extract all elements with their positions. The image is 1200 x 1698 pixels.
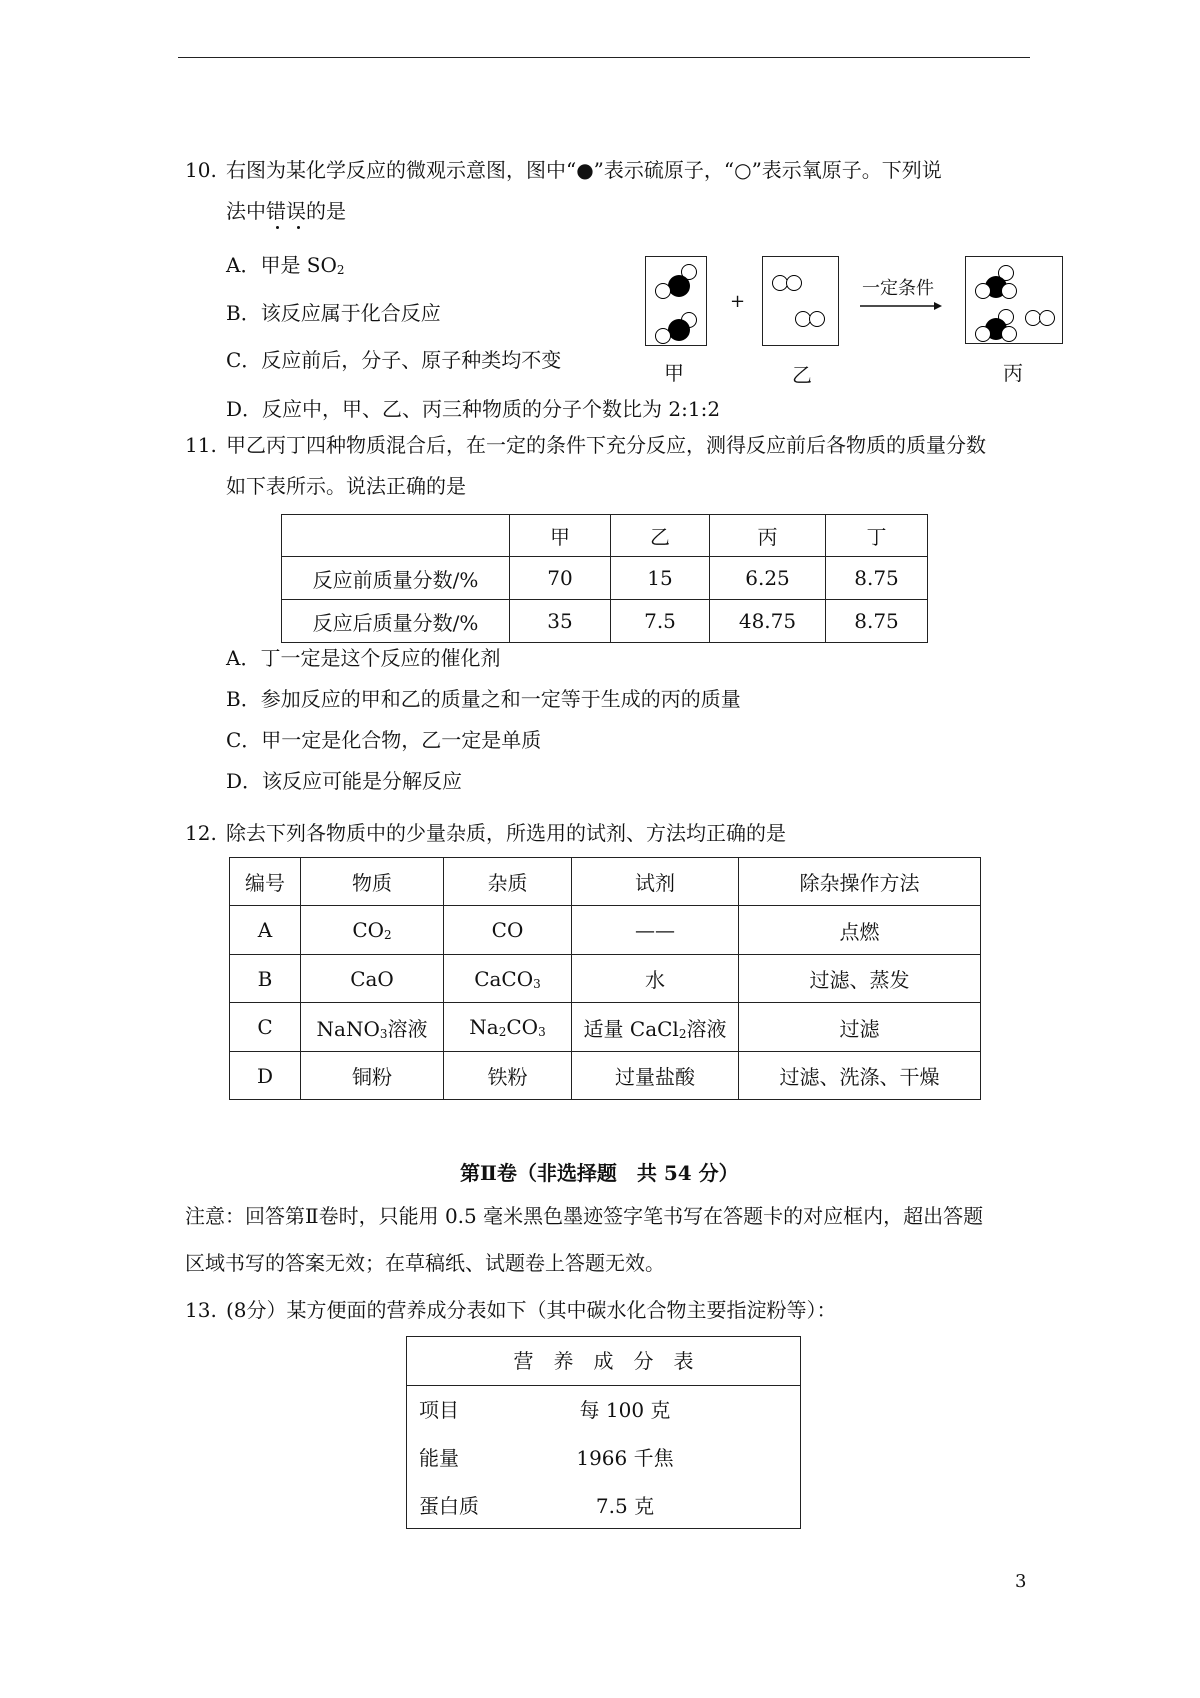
table-cell: $CO_2$: [301, 906, 444, 955]
table-cell: A: [230, 906, 301, 955]
q10-option-a: A．甲是 $SO_2$: [226, 253, 345, 277]
part2-note-line2: 区域书写的答案无效；在草稿纸、试题卷上答题无效。: [185, 1251, 665, 1275]
nutrition-label: 能量: [419, 1446, 459, 1470]
oxygen-atom: [1039, 310, 1055, 326]
nutrition-value: 1966 千焦: [576, 1446, 674, 1470]
label-jia: 甲: [664, 361, 684, 385]
nutrition-table-title-row: [407, 1337, 800, 1386]
table-header-cell: 丙: [710, 515, 826, 557]
table-cell: 反应后质量分数/%: [282, 600, 510, 643]
q11-mass-table: [281, 514, 928, 643]
table-cell: NaNO$_3$溶液: [301, 1003, 444, 1052]
part2-note-line1: 注意：回答第Ⅱ卷时，只能用 0.5 毫米黑色墨迹签字笔书写在答题卡的对应框内，超出答题: [185, 1204, 984, 1228]
table-header-cell: 编号: [230, 858, 301, 906]
table-cell: 8.75: [826, 600, 928, 643]
nutrition-label: 蛋白质: [419, 1494, 479, 1518]
sulfur-atom: [668, 319, 690, 341]
q10-option-d: D．反应中，甲、乙、丙三种物质的分子个数比为 2:1:2: [226, 397, 721, 421]
header-rule: [178, 57, 1030, 58]
q11-option-d: D．该反应可能是分解反应: [226, 769, 463, 793]
arrow-condition-label: 一定条件: [862, 278, 934, 299]
part2-title: 第Ⅱ卷（非选择题 共 54 分）: [460, 1161, 739, 1185]
table-cell: 点燃: [739, 906, 981, 955]
table-cell: CO: [444, 906, 572, 955]
q11-number: 11.: [185, 433, 217, 457]
table-header-cell: 甲: [510, 515, 611, 557]
q10-option-b: B．该反应属于化合反应: [226, 301, 441, 325]
emphasis-dot: [276, 226, 279, 229]
q12-number: 12.: [185, 821, 217, 845]
q11-option-b: B．参加反应的甲和乙的质量之和一定等于生成的丙的质量: [226, 687, 741, 711]
q12-stem: 除去下列各物质中的少量杂质，所选用的试剂、方法均正确的是: [226, 821, 786, 845]
table-cell: 48.75: [710, 600, 826, 643]
nutrition-table: [406, 1336, 801, 1529]
q11-option-a: A．丁一定是这个反应的催化剂: [226, 646, 501, 670]
table-cell: 水: [572, 955, 739, 1003]
table-cell: 6.25: [710, 557, 826, 600]
table-header-cell: 试剂: [572, 858, 739, 906]
table-cell: 铁粉: [444, 1052, 572, 1100]
table-cell: 铜粉: [301, 1052, 444, 1100]
table-cell: 适量 CaCl$_2$溶液: [572, 1003, 739, 1052]
q11-option-c: C．甲一定是化合物，乙一定是单质: [226, 728, 542, 752]
q10-stem-line1: 右图为某化学反应的微观示意图，图中“●”表示硫原子，“○”表示氧原子。下列说: [226, 158, 942, 182]
nutrition-value: 每 100 克: [579, 1398, 671, 1422]
q11-stem-line2: 如下表所示。说法正确的是: [226, 474, 466, 498]
table-cell: 7.5: [611, 600, 710, 643]
table-cell: D: [230, 1052, 301, 1100]
plus-sign: +: [730, 291, 746, 312]
table-cell: 过滤、蒸发: [739, 955, 981, 1003]
table-header-cell: 乙: [611, 515, 710, 557]
q13-stem: (8分）某方便面的营养成分表如下（其中碳水化合物主要指淀粉等）：: [226, 1298, 837, 1322]
nutrition-table-title: 营 养 成 分 表: [513, 1349, 694, 1373]
table-cell: 过滤: [739, 1003, 981, 1052]
page-number: 3: [1015, 1571, 1027, 1592]
table-header-cell: 杂质: [444, 858, 572, 906]
table-cell: 过滤、洗涤、干燥: [739, 1052, 981, 1100]
table-cell: 反应前质量分数/%: [282, 557, 510, 600]
q10-number: 10.: [185, 158, 217, 182]
q10-stem-line2: 法中错误的是: [226, 199, 346, 223]
table-header-cell: 物质: [301, 858, 444, 906]
table-header-cell: [282, 515, 510, 557]
table-cell: C: [230, 1003, 301, 1052]
q10-option-c: C．反应前后，分子、原子种类均不变: [226, 348, 562, 372]
table-cell: 35: [510, 600, 611, 643]
label-bing: 丙: [1003, 361, 1023, 385]
table-cell: 8.75: [826, 557, 928, 600]
emphasis-dot: [297, 226, 300, 229]
table-header-cell: 除杂操作方法: [739, 858, 981, 906]
oxygen-atom: [1001, 283, 1017, 299]
table-cell: CaCO$_3$: [444, 955, 572, 1003]
sulfur-atom: [668, 275, 690, 297]
table-cell: CaO: [301, 955, 444, 1003]
oxygen-atom: [975, 283, 991, 299]
table-cell: ——: [572, 906, 739, 955]
table-cell: B: [230, 955, 301, 1003]
reaction-arrow: [860, 300, 942, 312]
table-cell: 15: [611, 557, 710, 600]
table-cell: 70: [510, 557, 611, 600]
q12-purification-table: [229, 857, 981, 1100]
oxygen-atom: [809, 311, 825, 327]
oxygen-atom: [786, 275, 802, 291]
table-cell: $Na_2CO_3$: [444, 1003, 572, 1052]
table-cell: 过量盐酸: [572, 1052, 739, 1100]
reactant-yi-box: [762, 256, 839, 346]
label-yi: 乙: [792, 363, 812, 387]
q11-stem-line1: 甲乙丙丁四种物质混合后，在一定的条件下充分反应，测得反应前后各物质的质量分数: [226, 433, 986, 457]
table-header-cell: 丁: [826, 515, 928, 557]
oxygen-atom: [655, 328, 671, 344]
nutrition-value: 7.5 克: [595, 1494, 655, 1518]
oxygen-atom: [975, 326, 991, 342]
oxygen-atom: [655, 283, 671, 299]
nutrition-label: 项目: [419, 1398, 459, 1422]
oxygen-atom: [1001, 326, 1017, 342]
q13-number: 13.: [185, 1298, 217, 1322]
